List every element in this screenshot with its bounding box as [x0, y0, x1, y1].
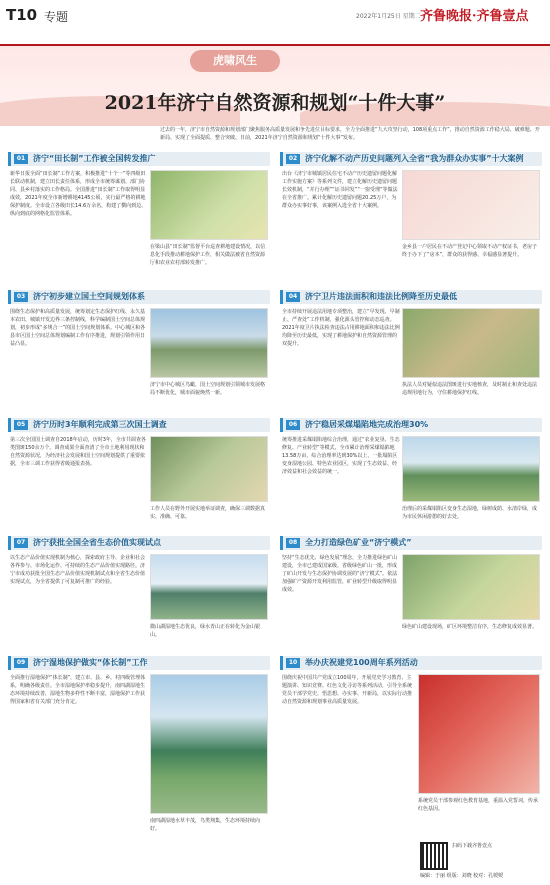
page-date: 2022年1月25日 星期二 — [356, 13, 421, 20]
section-01-caption: 在梁山县“田长制”监督平台巡查耕地建设情况，以信息化手段推动耕地保护工作，相关做法被省自然资源厅和农业农村部转发推广。 — [150, 244, 266, 266]
qr-code[interactable] — [420, 842, 448, 870]
section-06-title: 06 济宁稳居采煤塌陷地完成治理30% — [280, 418, 542, 432]
section-08-photo — [402, 554, 540, 620]
section-07-title: 07 济宁获批全国全省生态价值实现试点 — [8, 536, 270, 550]
section-06-photo — [402, 436, 540, 502]
section-05-title: 05 济宁历时3年顺利完成第三次国土调查 — [8, 418, 270, 432]
section-09-caption: 南四湖湿地水草丰茂，鸟类翔集，生态环境持续向好。 — [150, 818, 261, 832]
page-type: 专题 — [44, 10, 69, 24]
section-03-caption: 济宁市中心城区鸟瞰，国土空间规划引领城市发展格局不断优化，城市面貌焕然一新。 — [150, 382, 266, 396]
section-08-title: 08 全力打造绿色矿业“济宁模式” — [280, 536, 542, 550]
section-07-caption: 微山湖湿地生态优良，绿水青山正在转化为金山银山。 — [150, 624, 261, 638]
section-07-text: 以生态产品价值实现机制为核心，探索政府主导、企业和社会各界参与、市场化运作、可持续的生态产品价值实现路径。济宁市成功获批全国生态产品价值实现机制试点和全省生态价值实现试点，为全省提供了可复制可推广的经验。 — [10, 555, 146, 585]
footer-editors: 编辑：于丽 组版：刘晓 校对：孔媛媛 — [420, 873, 504, 879]
section-03-title: 03 济宁初步建立国土空间规划体系 — [8, 290, 270, 304]
section-06-caption: 治理后的采煤塌陷区变身生态湿地，绿树成荫、水清岸绿，成为市民休闲游憩的好去处。 — [402, 506, 538, 520]
lead-paragraph: 过去的一年，济宁市自然资源和规划部门聚焦服务高质量发展和争先进位目标要求，全力全面推进“九大攻坚行动，108项重点工作”，推动自然资源工作稳大局、破难题、开新局、实现了全面提质、整合突破。日前，2021年济宁自然资源和规划“十件大事”发布。 — [160, 127, 540, 141]
section-02-photo — [402, 170, 540, 240]
section-10-caption: 系统党员干部参观红色教育基地，重温入党誓词，传承红色基因。 — [418, 798, 539, 812]
section-10-text: 围绕庆祝中国共产党成立100周年，开展党史学习教育、主题演讲、知识竞赛、红色文化寻访等系列活动，引导全系统党员干部学党史、悟思想、办实事、开新局，以实际行动推动自然资源和规划事业高质量发展。 — [282, 675, 413, 705]
newspaper-logo: 齐鲁晚报·齐鲁壹点 — [420, 9, 529, 24]
footer-qr-caption: 扫码下载齐鲁壹点 — [452, 843, 493, 849]
section-09-title: 09 济宁湿地保护做实“体长制”工作 — [8, 656, 270, 670]
section-01-photo — [150, 170, 268, 240]
page-header — [0, 0, 550, 46]
section-02-text: 出台《济宁市城镇居民住宅不动产历史遗留问题化解工作实施方案》等系列文件，建立化解历史遗留问题长效机制，“并行办理”“证书同发”“一窗受理”等做法在全省推广。累计化解历史遗留问题20.25万户，为群众办实事好事，该案例入选全省十大案例。 — [282, 171, 398, 209]
section-09-photo — [150, 674, 268, 814]
section-02-caption: 金乡县一户居民在不动产登记中心领取不动产权证书，老房子终于办下了“房本”，群众的获得感、幸福感显著提升。 — [402, 244, 538, 258]
page-number: T10 — [6, 6, 38, 24]
section-05-photo — [150, 436, 268, 502]
section-04-text: 全市持续开展违法用地专项整治，建立“早发现、早制止、严查处”工作机制，强化源头管控和动态巡查。2021年度卫片执法检查违法占用耕地面积和违法比例均降至历史最低，实现了耕地保护和自然资源管理的双提升。 — [282, 309, 400, 347]
main-title: 2021年济宁自然资源和规划“十件大事” — [104, 92, 446, 114]
section-05-caption: 工作人员在野外开展实地举证调查，确保三调数据真实、准确、可靠。 — [150, 506, 266, 520]
section-09-text: 全面推行湿地保护“体长制”，建立市、县、乡、村四级管理体系，明确各级责任。全市湿地保护率稳步提升，南四湖湿地生态环境持续改善，湿地生物多样性不断丰富，湿地保护工作获得国家和省有关部门充分肯定。 — [10, 675, 146, 705]
section-06-text: 统筹推进采煤塌陷地综合治理，通过“农业复垦、生态修复、产业转型”等模式，全市累计治理采煤塌陷地13.58万亩，综合治理率达到30%以上，一批塌陷区变身湿地公园、特色农业园区，实现了生态效益、经济效益和社会效益的统一。 — [282, 437, 400, 475]
section-07-photo — [150, 554, 268, 620]
section-01-title: 01 济宁“田长制”工作被全国转发推广 — [8, 152, 270, 166]
section-10-photo — [418, 674, 540, 794]
section-01-text: 新华日报全面“田长制”工作方案，积极推进“十个一”等四级田长联动机制，建立田长责任体系，形成全市统筹谋划、部门协同、县乡村落实的工作格局。全国推进“田长制”工作取得明显成效，2021年度全市新增耕地4145公顷，实行最严格的耕地保护制度。全市设立各级田长14.6万余名，构建了横向到边、纵向到底的网格化监管体系。 — [10, 171, 147, 217]
section-08-text: 坚持“生态优先、绿色发展”理念，全力推进绿色矿山建设，全市已建成国家级、省级绿色矿山一批，形成了矿山开发与生态保护协调发展的“济宁模式”。依法加强矿产资源开发利用监管，矿业转型升级取得明显成效。 — [282, 555, 398, 593]
section-03-photo — [150, 308, 268, 378]
section-04-photo — [402, 308, 540, 378]
section-02-title: 02 济宁化解不动产历史问题列入全省“我为群众办实事”十大案例 — [280, 152, 542, 166]
section-03-text: 围绕生态保护和高质量发展，统筹划定生态保护红线、永久基本农田、城镇开发边界三条控制线，科学编制国土空间总体规划，初步形成“多规合一”的国土空间规划体系。中心城区和各县市区国土空间总体规划编制工作有序推进，规划引领作用日益凸显。 — [10, 309, 146, 347]
section-04-caption: 执法人员对疑似违法图斑进行实地核查，及时制止和查处违法违规用地行为，守住耕地保护红线。 — [402, 382, 538, 396]
section-04-title: 04 济宁卫片违法面积和违法比例降至历史最低 — [280, 290, 542, 304]
section-05-text: 第三次全国国土调查自2018年启动，历时3年，全市共调查各类图斑150余万个。调查成果全面查清了全市土地利用现状和自然资源状况，为经济社会发展和国土空间规划提供了重要依据，全市三调工作获得省级通报表扬。 — [10, 437, 146, 467]
banner-tag: 虎啸风生 — [190, 50, 280, 72]
section-10-title: 10 举办庆祝建党100周年系列活动 — [280, 656, 542, 670]
section-08-caption: 绿色矿山建设现场，矿区环境整洁有序，生态修复成效显著。 — [402, 624, 538, 630]
